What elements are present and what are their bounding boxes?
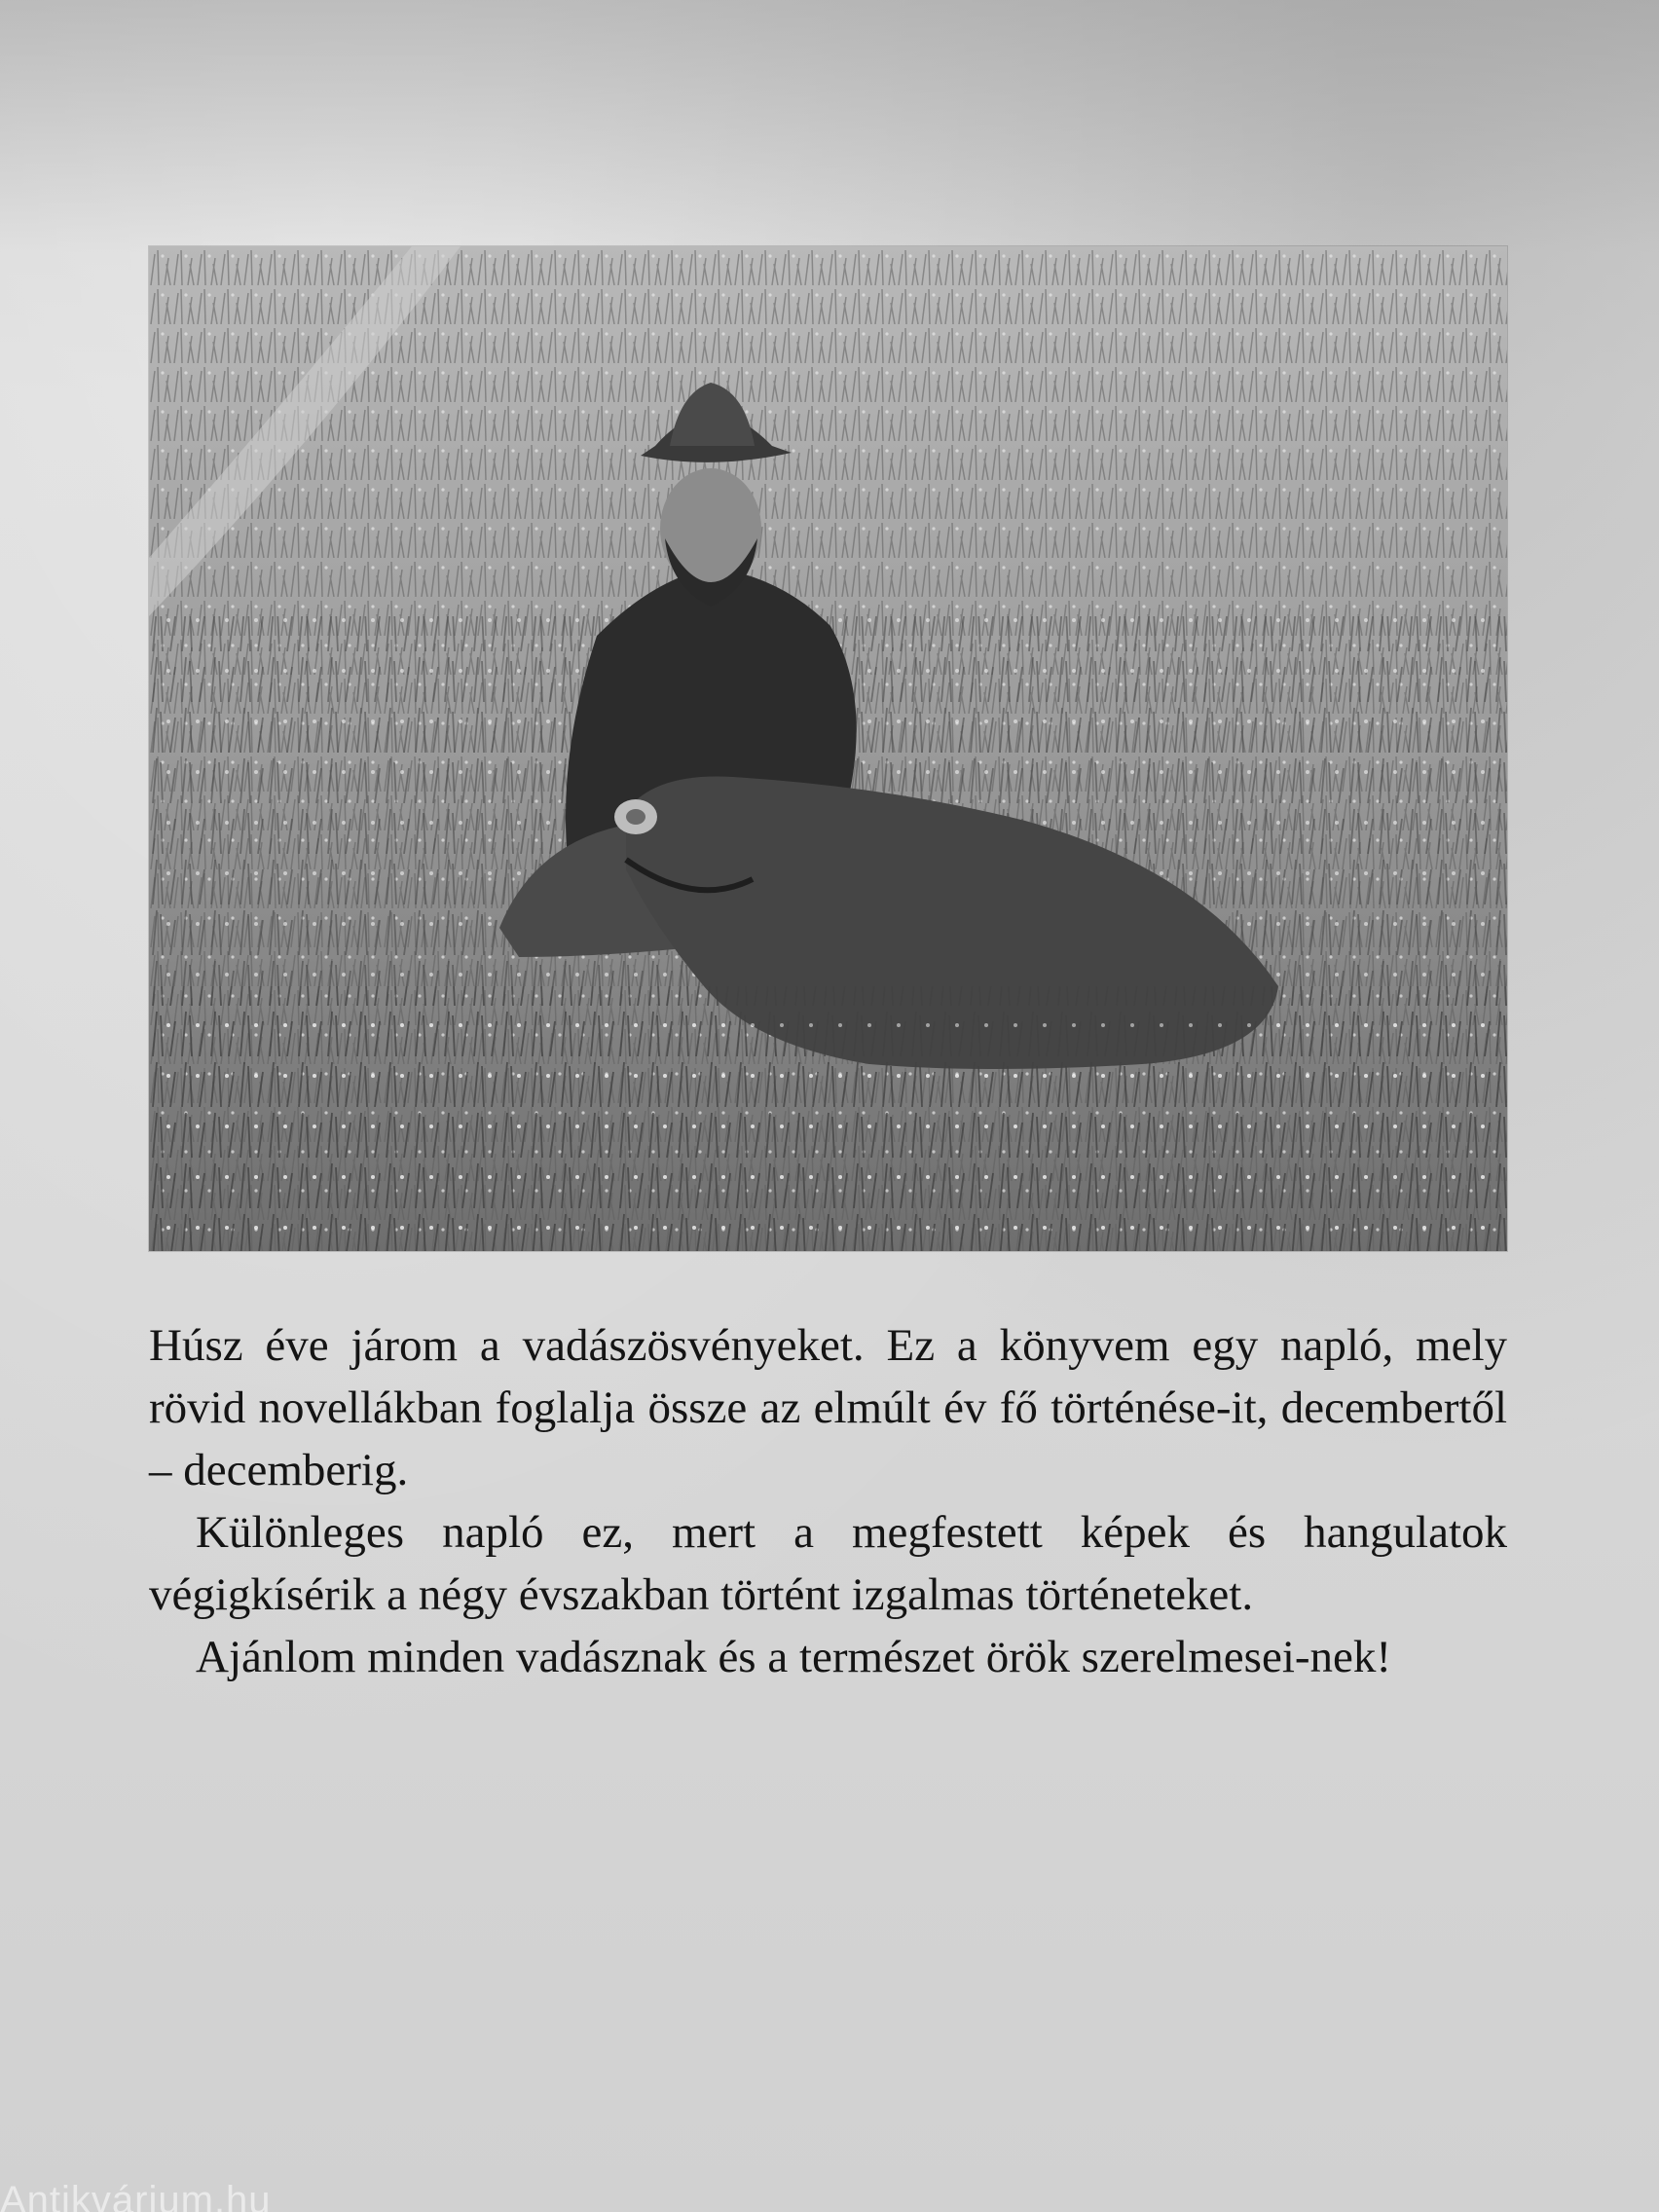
top-shadow bbox=[0, 0, 1659, 253]
back-cover-text bbox=[149, 1314, 1507, 1688]
paragraph-1: Húsz éve járom a vadászösvényeket. Ez a könyvem egy napló, mely rövid novellákban foglalja össze az elmúlt év fő történése-it, decembertől – decemberig. bbox=[149, 1320, 1507, 1495]
hunter-photo-image bbox=[149, 246, 1507, 1251]
cover-photo bbox=[149, 246, 1507, 1251]
paragraph-2: Különleges napló ez, mert a megfestett képek és hangulatok végigkísérik a négy évszakban történt izgalmas történeteket. bbox=[149, 1507, 1507, 1620]
watermark-text: Antikvárium.hu bbox=[0, 2179, 272, 2212]
paragraph-3: Ajánlom minden vadásznak és a természet örök szerelmesei-nek! bbox=[196, 1632, 1392, 1682]
